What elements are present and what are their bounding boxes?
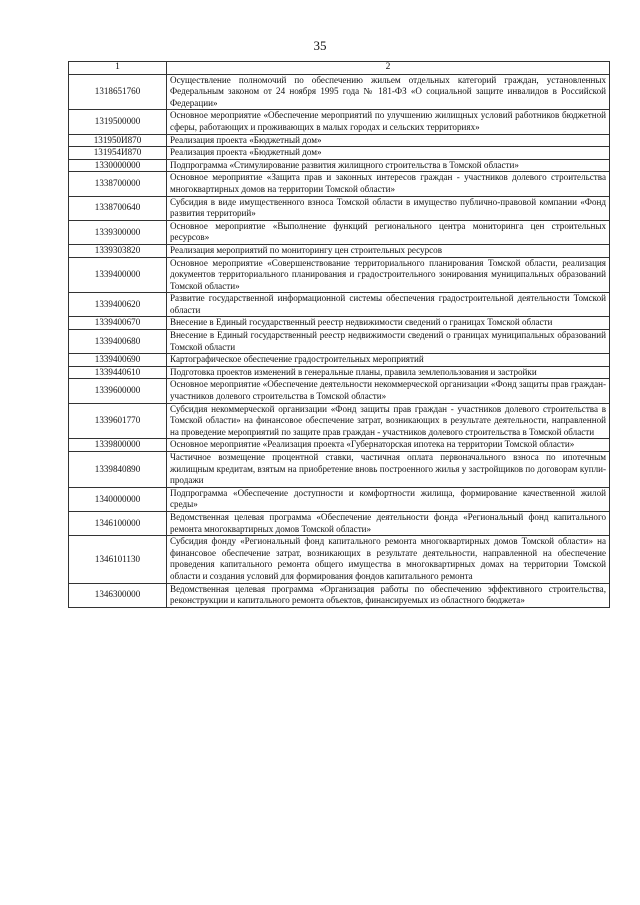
- row-code: 1339400620: [69, 293, 167, 317]
- column-header-description: 2: [167, 62, 610, 75]
- row-description: Осуществление полномочий по обеспечению жильем отдельных категорий граждан, установленных Федеральным законом от 24 ноября 1995 года № 181-ФЗ «О социальной защите инвалидов в Российской Федерации»: [167, 74, 610, 110]
- table-row: [69, 452, 610, 488]
- table-row: [69, 317, 610, 330]
- table-row: [69, 257, 610, 293]
- row-description: Ведомственная целевая программа «Обеспечение деятельности фонда «Региональный фонд капитального ремонта многоквартирных домов Томской области»: [167, 511, 610, 535]
- row-description: Основное мероприятие «Обеспечение деятельности некоммерческой организации «Фонд защиты прав граждан-участников долевого строительства в Томской области»: [167, 379, 610, 403]
- table-row: [69, 134, 610, 147]
- page-number: 35: [313, 38, 327, 53]
- table-row: [69, 110, 610, 134]
- table-row: [69, 220, 610, 244]
- table-header-row: [69, 62, 610, 75]
- table-row: [69, 354, 610, 367]
- budget-classification-table: [68, 61, 610, 608]
- table-row: [69, 379, 610, 403]
- row-description: Развитие государственной информационной системы обеспечения градостроительной деятельности Томской области: [167, 293, 610, 317]
- row-description: Ведомственная целевая программа «Организация работы по обеспечению эффективного строительства, реконструкции и капитального ремонта объектов, финансируемых из областного бюджета»: [167, 583, 610, 607]
- row-description: Внесение в Единый государственный реестр недвижимости сведений о границах муниципальных образований Томской области: [167, 330, 610, 354]
- row-description: Основное мероприятие «Совершенствование территориального планирования Томской области, реализация документов территориального планирования и градостроительного зонирования муниципальных образований Томской области»: [167, 257, 610, 293]
- row-code: 1339600000: [69, 379, 167, 403]
- row-code: 1339840890: [69, 452, 167, 488]
- row-code: 1338700640: [69, 196, 167, 220]
- row-description: Основное мероприятие «Реализация проекта «Губернаторская ипотека на территории Томской области»: [167, 439, 610, 452]
- table-row: [69, 74, 610, 110]
- table-body: [69, 74, 610, 607]
- table-row: [69, 366, 610, 379]
- row-code: 1339440610: [69, 366, 167, 379]
- table-row: [69, 511, 610, 535]
- table-row: [69, 196, 610, 220]
- row-code: 1338700000: [69, 172, 167, 196]
- row-description: Реализация мероприятий по мониторингу цен строительных ресурсов: [167, 244, 610, 257]
- row-description: Частичное возмещение процентной ставки, частичная оплата первоначального взноса по ипотечным жилищным кредитам, взятым на приобретение вновь построенного жилья у застройщиков по договорам купли-продажи: [167, 452, 610, 488]
- row-description: Подпрограмма «Стимулирование развития жилищного строительства в Томской области»: [167, 159, 610, 172]
- column-header-code: 1: [69, 62, 167, 75]
- row-description: Основное мероприятие «Выполнение функций регионального центра мониторинга цен строительных ресурсов»: [167, 220, 610, 244]
- row-description: Подготовка проектов изменений в генеральные планы, правила землепользования и застройки: [167, 366, 610, 379]
- row-code: 1318651760: [69, 74, 167, 110]
- table-row: [69, 583, 610, 607]
- row-code: 1339400000: [69, 257, 167, 293]
- row-code: 1346100000: [69, 511, 167, 535]
- row-code: 1339303820: [69, 244, 167, 257]
- row-code: 1330000000: [69, 159, 167, 172]
- row-description: Подпрограмма «Обеспечение доступности и комфортности жилища, формирование качественной жилой среды»: [167, 487, 610, 511]
- row-code: 1319500000: [69, 110, 167, 134]
- row-description: Основное мероприятие «Обеспечение мероприятий по улучшению жилищных условий работников бюджетной сферы, работающих и проживающих в малых городах и сельских территориях»: [167, 110, 610, 134]
- table-row: [69, 536, 610, 583]
- row-description: Картографическое обеспечение градостроительных мероприятий: [167, 354, 610, 367]
- row-code: 1339300000: [69, 220, 167, 244]
- row-description: Субсидия некоммерческой организации «Фонд защиты прав граждан - участников долевого строительства в Томской области» на финансовое обеспечение затрат, возникающих в результате деятельности, направленной на проведение мероприятий по защите прав граждан - участников долевого строительства в Томской области: [167, 403, 610, 439]
- table-row: [69, 244, 610, 257]
- row-code: 1339800000: [69, 439, 167, 452]
- table-row: [69, 172, 610, 196]
- row-code: 1339400690: [69, 354, 167, 367]
- row-code: 1339400680: [69, 330, 167, 354]
- row-code: 131954И870: [69, 147, 167, 160]
- row-code: 1346101130: [69, 536, 167, 583]
- table-row: [69, 293, 610, 317]
- row-description: Внесение в Единый государственный реестр недвижимости сведений о границах Томской области: [167, 317, 610, 330]
- table-row: [69, 330, 610, 354]
- table-row: [69, 487, 610, 511]
- row-code: 131950И870: [69, 134, 167, 147]
- row-code: 1340000000: [69, 487, 167, 511]
- row-description: Реализация проекта «Бюджетный дом»: [167, 134, 610, 147]
- row-description: Реализация проекта «Бюджетный дом»: [167, 147, 610, 160]
- row-description: Субсидия фонду «Региональный фонд капитального ремонта многоквартирных домов Томской области» на финансовое обеспечение затрат, возникающих в результате деятельности, направленной на обеспечение проведения капитального ремонта общего имущества в многоквартирных домах на территории Томской области и создания условий для формирования фондов капитального ремонта: [167, 536, 610, 583]
- table-row: [69, 159, 610, 172]
- row-description: Основное мероприятие «Защита прав и законных интересов граждан - участников долевого строительства многоквартирных домов на территории Томской области»: [167, 172, 610, 196]
- row-code: 1339400670: [69, 317, 167, 330]
- row-description: Субсидия в виде имущественного взноса Томской области в имущество публично-правовой компании «Фонд развития территорий»: [167, 196, 610, 220]
- table-row: [69, 403, 610, 439]
- row-code: 1346300000: [69, 583, 167, 607]
- table-row: [69, 439, 610, 452]
- row-code: 1339601770: [69, 403, 167, 439]
- table-row: [69, 147, 610, 160]
